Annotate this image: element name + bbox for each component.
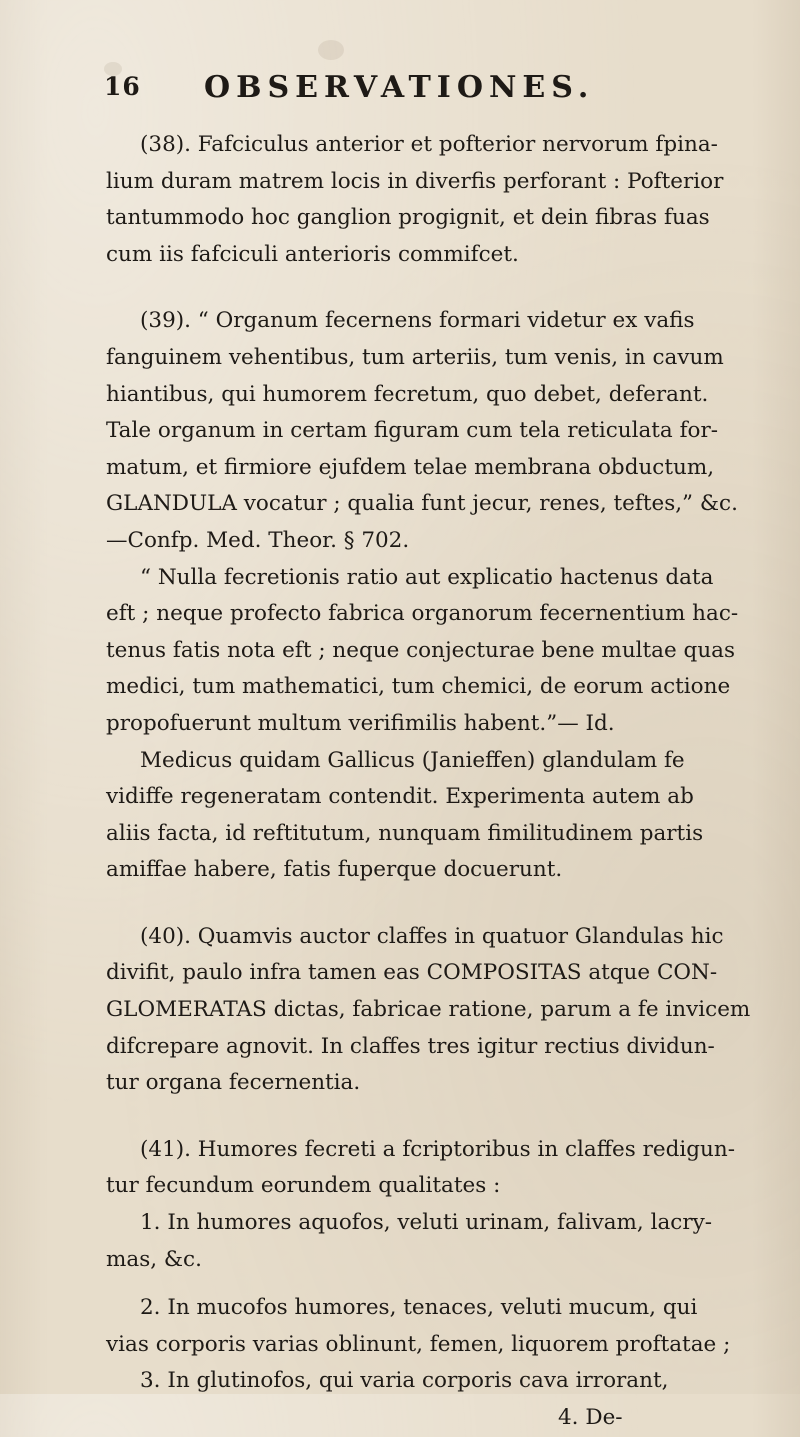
text-line: lium duram matrem locis in diverfis perforant : Pofterior bbox=[106, 168, 724, 194]
text-line: GLOMERATAS dictas, fabricae ratione, parum a fe invicem bbox=[106, 997, 751, 1023]
text-line: Tale organum in certam figuram cum tela reticulata for- bbox=[106, 418, 719, 444]
text-line: hiantibus, qui humorem fecretum, quo debet, deferant. bbox=[106, 381, 709, 407]
paragraph-gap bbox=[140, 273, 730, 303]
paragraph-gap bbox=[140, 889, 730, 919]
paragraph-38 bbox=[106, 127, 730, 273]
text-line: 3. In glutinofos, qui varia corporis cava irrorant, bbox=[140, 1368, 669, 1394]
text-line: amiffae habere, fatis fuperque docuerunt. bbox=[106, 857, 563, 883]
paragraph-gap bbox=[140, 1102, 730, 1132]
text-line: Medicus quidam Gallicus (Janieffen) glandulam fe bbox=[140, 747, 685, 773]
text-line: medici, tum mathematici, tum chemici, de eorum actione bbox=[106, 674, 731, 700]
text-line: tenus fatis nota eft ; neque conjecturae bene multae quas bbox=[106, 637, 736, 663]
paragraph-39 bbox=[106, 303, 739, 889]
text-line: vidiffe regeneratam contendit. Experimenta autem ab bbox=[106, 784, 694, 810]
text-line: mas, &c. bbox=[106, 1246, 202, 1272]
text-line: tur organa fecernentia. bbox=[106, 1070, 361, 1096]
text-line: (41). Humores fecreti a fcriptoribus in claffes redigun- bbox=[140, 1136, 735, 1162]
text-line: 2. In mucofos humores, tenaces, veluti mucum, qui bbox=[140, 1295, 698, 1321]
text-line: (38). Fafciculus anterior et pofterior nervorum fpina- bbox=[140, 132, 718, 157]
running-head bbox=[90, 54, 730, 114]
body-text bbox=[106, 127, 751, 1437]
text-line: divifit, paulo infra tamen eas COMPOSITAS atque CON- bbox=[106, 960, 718, 986]
text-line: —Confp. Med. Theor. § 702. bbox=[106, 527, 410, 553]
text-line: 1. In humores aquofos, veluti urinam, falivam, lacry- bbox=[140, 1210, 713, 1236]
text-line: tur fecundum eorundem qualitates : bbox=[106, 1173, 501, 1199]
page-number: 16 bbox=[104, 72, 141, 101]
paragraph-41 bbox=[106, 1132, 735, 1437]
text-line: difcrepare agnovit. In claffes tres igitur rectius dividun- bbox=[106, 1033, 715, 1059]
text-line: propofuerunt multum verifimilis habent.”— Id. bbox=[106, 710, 615, 736]
text-line: matum, et firmiore ejufdem telae membrana obductum, bbox=[106, 454, 715, 480]
catchword: 4. De- bbox=[558, 1405, 623, 1430]
text-line: (40). Quamvis auctor claffes in quatuor Glandulas hic bbox=[140, 923, 724, 949]
text-line: eft ; neque profecto fabrica organorum fecernentium hac- bbox=[106, 601, 739, 627]
text-line: fanguinem vehentibus, tum arteriis, tum venis, in cavum bbox=[106, 344, 724, 370]
text-line: tantummodo hoc ganglion progignit, et dein fibras fuas bbox=[106, 205, 710, 231]
text-line: cum iis fafciculi anterioris commifcet. bbox=[106, 241, 519, 267]
running-title: OBSERVATIONES. bbox=[204, 70, 595, 105]
text-line: “ Nulla fecretionis ratio aut explicatio hactenus data bbox=[140, 564, 714, 590]
text-line: aliis facta, id reftitutum, nunquam fimilitudinem partis bbox=[106, 820, 704, 846]
text-line: (39). “ Organum fecernens formari videtur ex vafis bbox=[140, 308, 695, 334]
text-line: GLANDULA vocatur ; qualia funt jecur, renes, teftes,” &c. bbox=[106, 491, 738, 517]
text-line: vias corporis varias oblinunt, femen, liquorem proftatae ; bbox=[106, 1331, 731, 1357]
paragraph-40 bbox=[106, 919, 751, 1102]
